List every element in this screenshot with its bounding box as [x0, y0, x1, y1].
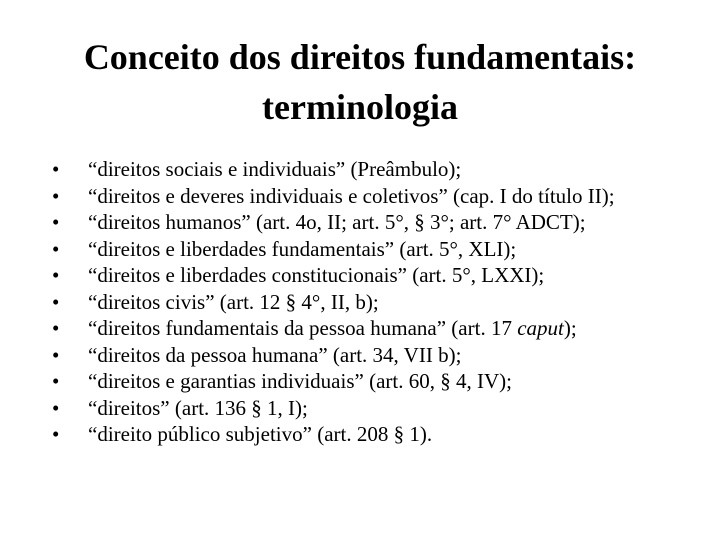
bullet-icon: • — [52, 422, 60, 446]
bullet-icon: • — [52, 395, 60, 420]
list-item-text-pre: “direitos fundamentais da pessoa humana” (art. 17 — [88, 316, 518, 340]
bullet-icon: • — [52, 316, 60, 340]
bullet-icon: • — [52, 157, 60, 181]
list-item-text: “direitos da pessoa humana” (art. 34, VII b); — [88, 342, 462, 367]
list-item — [52, 156, 672, 183]
list-item — [52, 421, 672, 448]
list-item — [52, 183, 672, 210]
bullet-icon: • — [52, 369, 60, 393]
list-item-text: “direitos e liberdades constitucionais” (art. 5°, LXXI); — [88, 263, 545, 287]
slide-title-line-2: terminologia — [262, 87, 458, 127]
list-item — [52, 315, 672, 342]
slide-title-line-1: Conceito dos direitos fundamentais: — [83, 37, 637, 77]
list-item-text: “direitos e liberdades fundamentais” (art. 5°, XLI); — [88, 236, 517, 261]
list-item — [52, 209, 672, 236]
slide-title — [20, 32, 700, 132]
bullet-icon: • — [52, 289, 60, 314]
list-item — [52, 236, 672, 263]
bullet-icon: • — [52, 210, 60, 234]
list-item — [52, 342, 672, 369]
list-item-text: “direitos civis” (art. 12 § 4°, II, b); — [88, 289, 379, 314]
list-item — [52, 289, 672, 316]
list-item-text: “direitos humanos” (art. 4o, II; art. 5°, § 3°; art. 7° ADCT); — [88, 210, 586, 234]
list-item-text: “direitos e garantias individuais” (art. 60, § 4, IV); — [88, 369, 512, 393]
list-item — [52, 395, 672, 422]
list-item-text: “direito público subjetivo” (art. 208 § 1). — [88, 422, 433, 446]
bullet-icon: • — [52, 236, 60, 261]
terminology-list — [52, 156, 672, 448]
list-item-text-italic: caput — [517, 316, 564, 340]
bullet-icon: • — [52, 263, 60, 287]
bullet-icon: • — [52, 183, 60, 208]
list-item-text: “direitos” (art. 136 § 1, I); — [88, 395, 308, 420]
bullet-icon: • — [52, 342, 60, 367]
list-item — [52, 262, 672, 289]
list-item — [52, 368, 672, 395]
list-item-text — [88, 316, 577, 340]
list-item-text: “direitos sociais e individuais” (Preâmbulo); — [88, 157, 462, 181]
list-item-text: “direitos e deveres individuais e coletivos” (cap. I do título II); — [88, 183, 615, 208]
list-item-text-post: ); — [563, 316, 577, 340]
